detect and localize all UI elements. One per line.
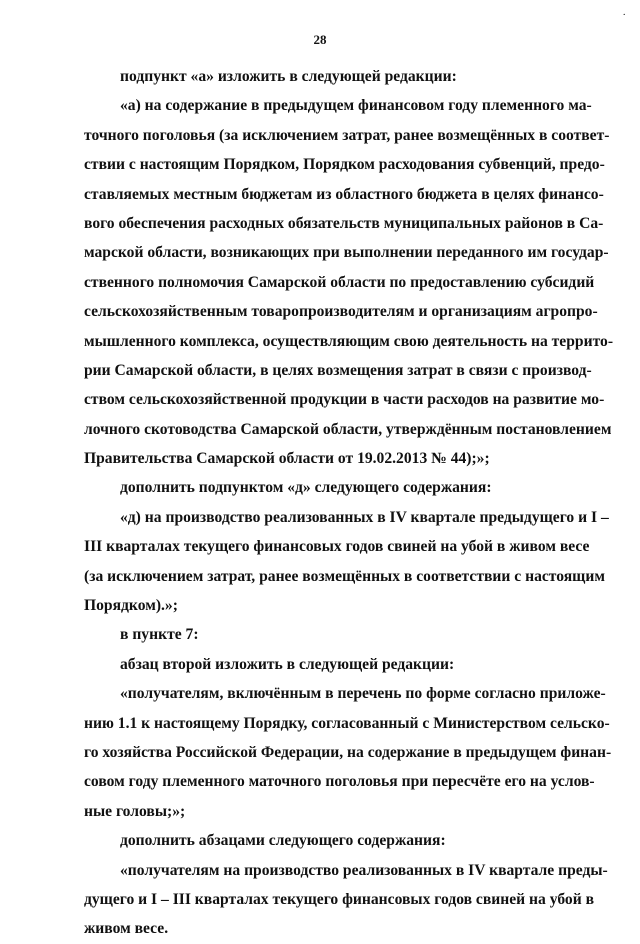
text-line: «д) на производство реализованных в IV квартале предыдущего и I –: [120, 508, 609, 526]
text-line: ствии с настоящим Порядком, Порядком расходования субвенций, предо-: [84, 156, 605, 174]
text-line: «а) на содержание в предыдущем финансовом году племенного ма-: [120, 97, 592, 115]
text-line: совом году племенного маточного поголовья при пересчёте его на услов-: [84, 773, 595, 791]
text-line: марской области, возникающих при выполнении переданного им государ-: [84, 244, 609, 262]
text-line: дополнить абзацами следующего содержания:: [120, 832, 446, 850]
margin-mark: ·: [622, 9, 626, 21]
text-line: дущего и I – III кварталах текущего финансовых годов свиней на убой в: [84, 890, 595, 908]
text-line: (за исключением затрат, ранее возмещённых в соответствии с настоящим: [84, 567, 605, 585]
text-line: ставляемых местным бюджетам из областного бюджета в целях финансо-: [84, 185, 604, 203]
text-line: подпункт «а» изложить в следующей редакции:: [120, 68, 457, 85]
text-line: ные головы;»;: [84, 802, 186, 820]
text-line: нию 1.1 к настоящему Порядку, согласованный с Министерством сельско-: [84, 714, 610, 732]
page-number: 28: [313, 32, 327, 47]
text-line: «получателям, включённым в перечень по форме согласно приложе-: [120, 685, 606, 703]
document-body: [84, 62, 614, 944]
text-line: живом весе.: [84, 920, 169, 938]
text-line: ственного полномочия Самарской области по предоставлению субсидий: [84, 273, 595, 291]
text-line: III кварталах текущего финансовых годов свиней на убой в живом весе: [84, 538, 590, 556]
text-line: абзац второй изложить в следующей редакции:: [120, 655, 455, 673]
text-line: рии Самарской области, в целях возмещения затрат в связи с производ-: [84, 361, 592, 379]
text-line: мышленного комплекса, осуществляющим свою деятельность на террито-: [84, 332, 614, 350]
text-line: ством сельскохозяйственной продукции в части расходов на развитие мо-: [84, 391, 605, 409]
text-line: вого обеспечения расходных обязательств муниципальных районов в Са-: [84, 214, 604, 232]
text-line: в пункте 7:: [120, 626, 199, 644]
text-line: Правительства Самарской области от 19.02.2013 № 44);»;: [84, 450, 490, 468]
text-line: лочного скотоводства Самарской области, утверждённым постановлением: [84, 420, 612, 438]
text-line: Порядком).»;: [84, 597, 178, 615]
text-line: «получателям на производство реализованных в IV квартале преды-: [120, 861, 608, 879]
text-line: дополнить подпунктом «д» следующего содержания:: [120, 479, 492, 497]
text-line: го хозяйства Российской Федерации, на содержание в предыдущем финан-: [84, 743, 612, 761]
text-line: сельскохозяйственным товаропроизводителям и организациям агропро-: [84, 303, 598, 321]
text-line: точного поголовья (за исключением затрат, ранее возмещённых в соответ-: [84, 126, 610, 144]
